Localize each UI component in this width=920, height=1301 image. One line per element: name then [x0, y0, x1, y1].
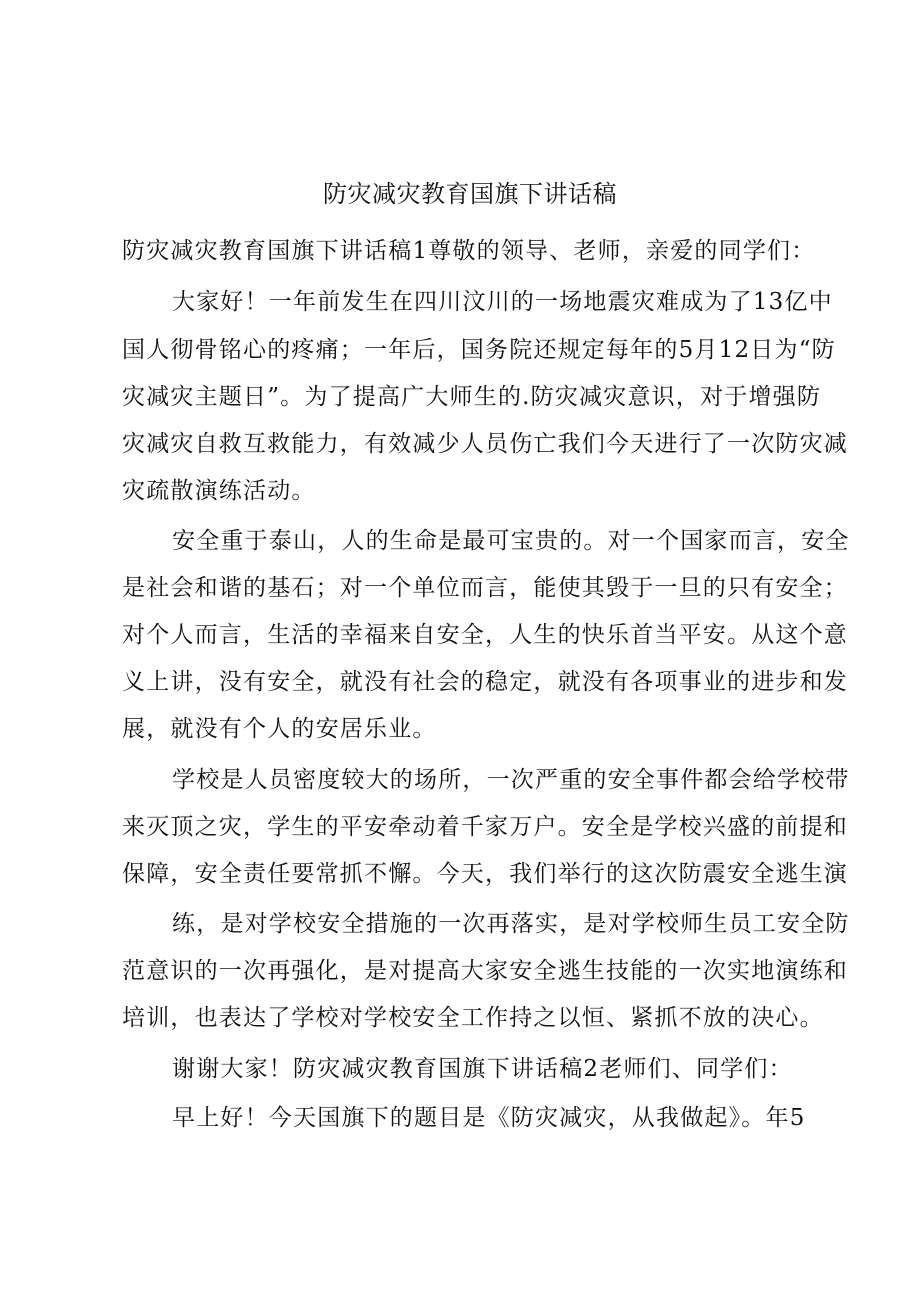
paragraph-line: 谢谢大家！防灾减灾教育国旗下讲话稿2老师们、同学们：: [172, 1056, 793, 1082]
paragraph-line: 培训，也表达了学校对学校安全工作持之以恒、紧抓不放的决心。: [122, 1005, 824, 1031]
paragraph-line: 范意识的一次再强化，是对提高大家安全逃生技能的一次实地演练和: [122, 958, 848, 984]
paragraph-line: 义上讲，没有安全，就没有社会的稳定，就没有各项事业的进步和发: [122, 669, 848, 695]
paragraph-line: 学校是人员密度较大的场所，一次严重的安全事件都会给学校带: [172, 767, 850, 793]
document-title: 防灾减灾教育国旗下讲话稿: [323, 180, 617, 208]
paragraph-line: 来灭顶之灾，学生的平安牵动着千家万户。安全是学校兴盛的前提和: [122, 814, 848, 840]
paragraph-line: 保障，安全责任要常抓不懈。今天，我们举行的这次防震安全逃生演: [122, 861, 848, 887]
paragraph-line: 大家好！一年前发生在四川汶川的一场地震灾难成为了13亿中: [172, 289, 833, 315]
paragraph-line: 练，是对学校安全措施的一次再落实，是对学校师生员工安全防: [172, 911, 850, 937]
paragraph-line: 展，就没有个人的安居乐业。: [122, 716, 437, 742]
paragraph-line: 国人彻骨铭心的疼痛；一年后，国务院还规定每年的5月12日为“防: [122, 337, 836, 363]
paragraph-line: 安全重于泰山，人的生命是最可宝贵的。对一个国家而言，安全: [172, 528, 850, 554]
paragraph-line: 灾减灾主题日”。为了提高广大师生的.防灾减灾意识，对于增强防: [122, 384, 822, 410]
paragraph-line: 对个人而言，生活的幸福来自安全，人生的快乐首当平安。从这个意: [122, 622, 848, 648]
paragraph-line: 防灾减灾教育国旗下讲话稿1尊敬的领导、老师，亲爱的同学们：: [122, 238, 816, 264]
paragraph-line: 是社会和谐的基石；对一个单位而言，能使其毁于一旦的只有安全；: [122, 575, 848, 601]
paragraph-line: 早上好！今天国旗下的题目是《防灾减灾，从我做起》。年5: [172, 1105, 806, 1131]
paragraph-line: 灾减灾自救互救能力，有效减少人员伤亡我们今天进行了一次防灾减: [122, 431, 848, 457]
paragraph-line: 灾疏散演练活动。: [122, 478, 316, 504]
